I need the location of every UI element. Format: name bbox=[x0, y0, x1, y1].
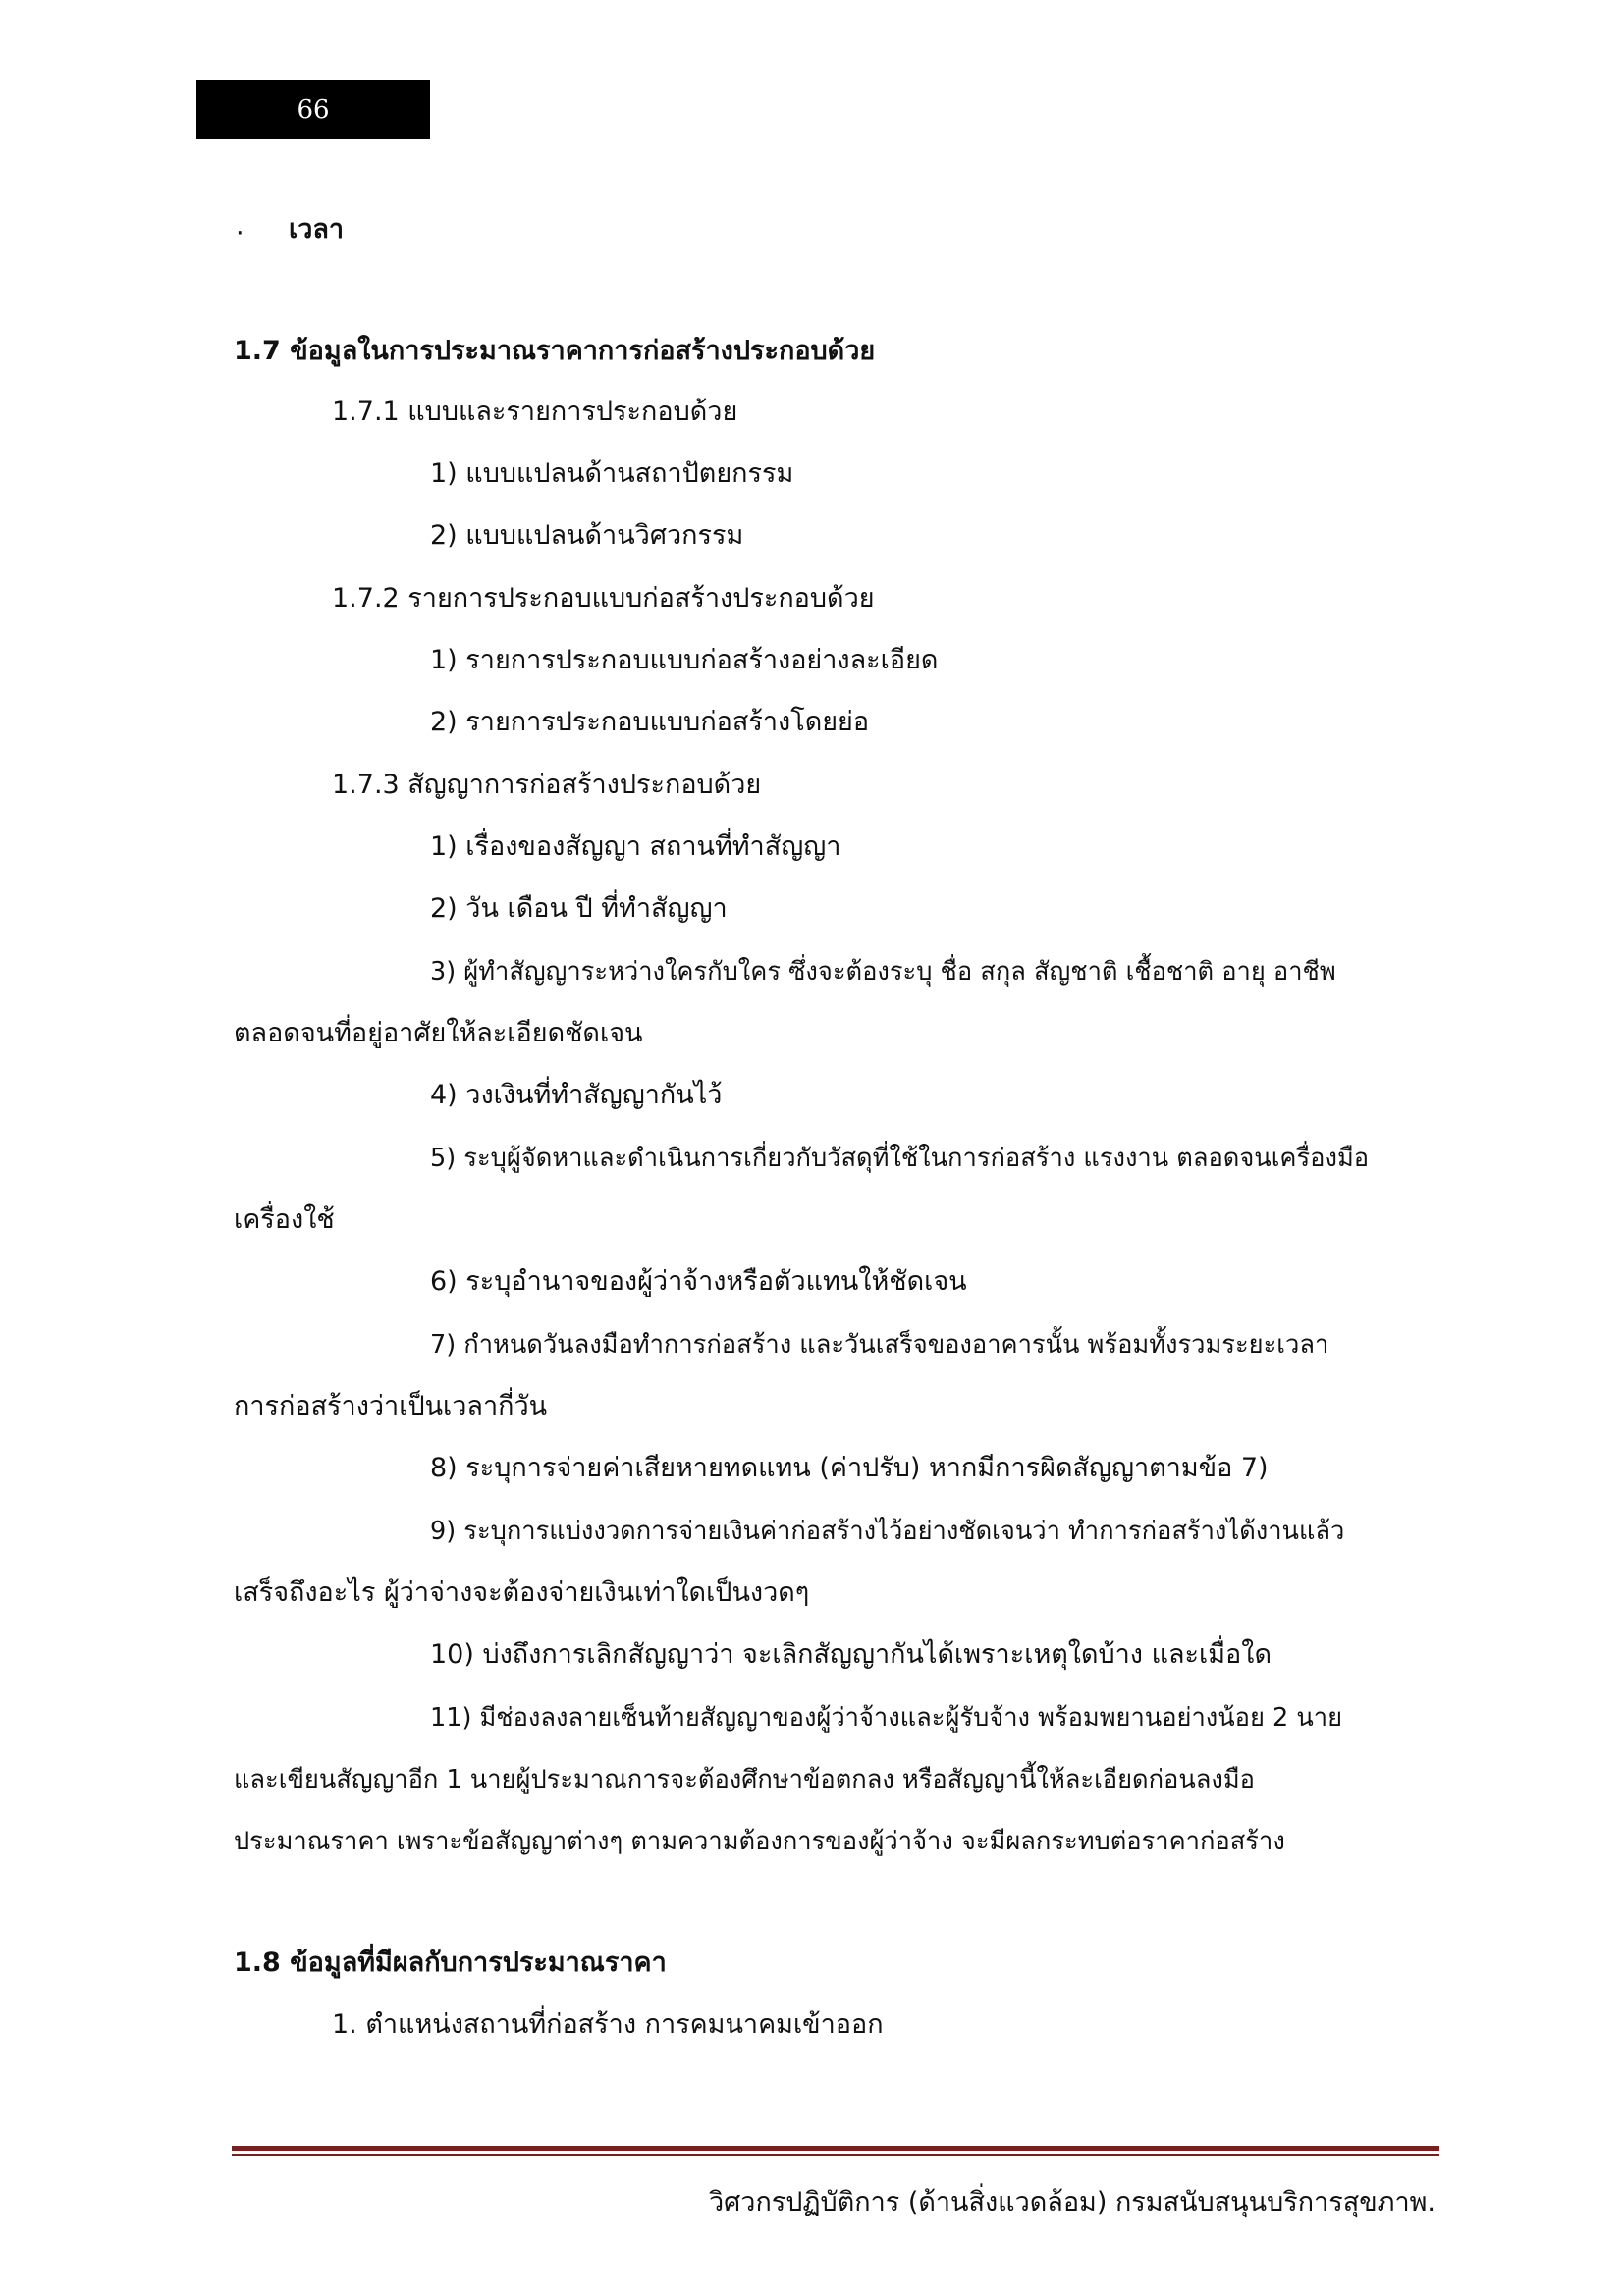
footer-rule bbox=[232, 2146, 1439, 2151]
list-item: 10) บ่งถึงการเลิกสัญญาว่า จะเลิกสัญญากันได้เพราะเหตุใดบ้าง และเมื่อใด bbox=[430, 1639, 1272, 1670]
list-item: 9) ระบุการแบ่งงวดการจ่ายเงินค่าก่อสร้างไว้อย่างชัดเจนว่า ทำการก่อสร้างได้งานแล้ว bbox=[430, 1517, 1345, 1546]
list-item: 7) กำหนดวันลงมือทำการก่อสร้าง และวันเสร็จของอาคารนั้น พร้อมทั้งรวมระยะเวลา bbox=[430, 1330, 1329, 1360]
list-item-continuation: และเขียนสัญญาอีก 1 นายผู้ประมาณการจะต้องศึกษาข้อตกลง หรือสัญญานี้ให้ละเอียดก่อนลงมือ bbox=[234, 1765, 1255, 1794]
subsection-1-7-3-title: 1.7.3 สัญญาการก่อสร้างประกอบด้วย bbox=[332, 770, 762, 800]
list-item: 2) วัน เดือน ปี ที่ทำสัญญา bbox=[430, 893, 728, 924]
list-item: 1) แบบแปลนด้านสถาปัตยกรรม bbox=[430, 458, 794, 489]
list-item-continuation: เสร็จถึงอะไร ผู้ว่าจ่างจะต้องจ่ายเงินเท่าใดเป็นงวดๆ bbox=[234, 1577, 810, 1608]
section-1-8-heading: 1.8 ข้อมูลที่มีผลกับการประมาณราคา bbox=[234, 1948, 667, 1978]
bullet-dot: · bbox=[236, 218, 244, 248]
footer-rule-thin bbox=[232, 2154, 1439, 2156]
list-item: 2) รายการประกอบแบบก่อสร้างโดยย่อ bbox=[430, 707, 870, 737]
list-item-continuation: เครื่องใช้ bbox=[234, 1204, 335, 1235]
list-item: 6) ระบุอำนาจของผู้ว่าจ้างหรือตัวแทนให้ชัดเจน bbox=[430, 1266, 967, 1297]
page-number: 66 bbox=[196, 80, 430, 139]
list-item: 3) ผู้ทำสัญญาระหว่างใครกับใคร ซึ่งจะต้องระบุ ชื่อ สกุล สัญชาติ เชื้อชาติ อายุ อาชีพ bbox=[430, 957, 1336, 987]
list-item: 2) แบบแปลนด้านวิศวกรรม bbox=[430, 520, 744, 551]
footer-text: วิศวกรปฏิบัติการ (ด้านสิ่งแวดล้อม) กรมสนับสนุนบริการสุขภาพ. bbox=[708, 2187, 1435, 2217]
list-item: 4) วงเงินที่ทำสัญญากันไว้ bbox=[430, 1080, 723, 1110]
list-item-continuation: ตลอดจนที่อยู่อาศัยให้ละเอียดชัดเจน bbox=[234, 1018, 643, 1048]
list-item-continuation: ประมาณราคา เพราะข้อสัญญาต่างๆ ตามความต้องการของผู้ว่าจ้าง จะมีผลกระทบต่อราคาก่อสร้าง bbox=[234, 1827, 1285, 1856]
bullet-item-time: เวลา bbox=[289, 214, 345, 244]
list-item: 5) ระบุผู้จัดหาและดำเนินการเกี่ยวกับวัสดุที่ใช้ในการก่อสร้าง แรงงาน ตลอดจนเครื่องมือ bbox=[430, 1144, 1370, 1173]
list-item: 8) ระบุการจ่ายค่าเสียหายทดแทน (ค่าปรับ) หากมีการผิดสัญญาตามข้อ 7) bbox=[430, 1453, 1269, 1483]
subsection-1-7-1-title: 1.7.1 แบบและรายการประกอบด้วย bbox=[332, 397, 738, 427]
list-item-continuation: การก่อสร้างว่าเป็นเวลากี่วัน bbox=[234, 1391, 548, 1421]
list-item: 11) มีช่องลงลายเซ็นท้ายสัญญาของผู้ว่าจ้างและผู้รับจ้าง พร้อมพยานอย่างน้อย 2 นาย bbox=[430, 1703, 1343, 1733]
list-item: 1. ตำแหน่งสถานที่ก่อสร้าง การคมนาคมเข้าออก bbox=[332, 2009, 884, 2040]
list-item: 1) รายการประกอบแบบก่อสร้างอย่างละเอียด bbox=[430, 645, 939, 675]
subsection-1-7-2-title: 1.7.2 รายการประกอบแบบก่อสร้างประกอบด้วย bbox=[332, 583, 875, 614]
section-1-7-heading: 1.7 ข้อมูลในการประมาณราคาการก่อสร้างประกอบด้วย bbox=[234, 336, 876, 366]
list-item: 1) เรื่องของสัญญา สถานที่ทำสัญญา bbox=[430, 831, 841, 862]
